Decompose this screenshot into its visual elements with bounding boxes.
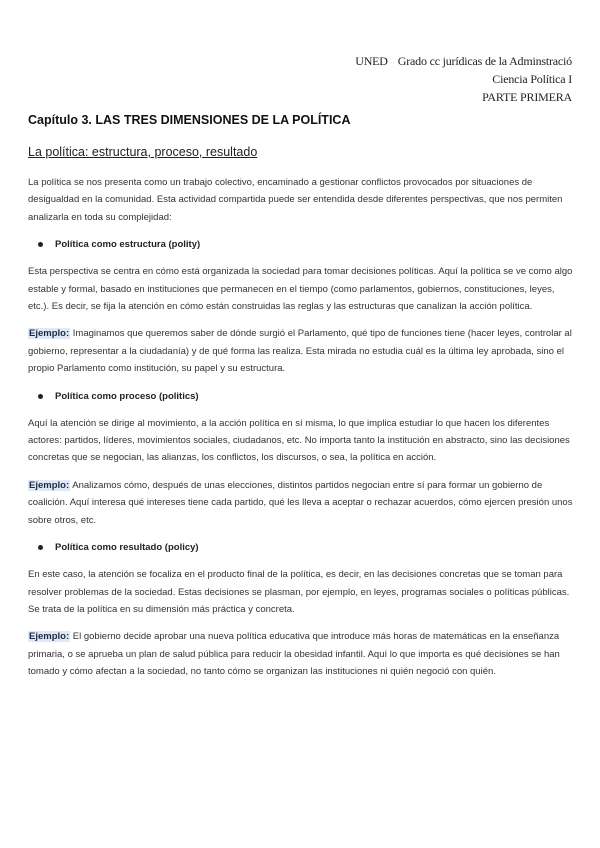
dimension-heading-text: Política como resultado (policy) <box>55 542 199 554</box>
header-line-1 <box>212 52 572 70</box>
example-label: Ejemplo: <box>29 479 70 491</box>
example-label: Ejemplo: <box>29 631 70 643</box>
header-subject: Ciencia Política I <box>492 72 572 86</box>
header-degree: Grado cc jurídicas de la Adminstració <box>397 54 572 68</box>
example-structure <box>28 325 576 377</box>
chapter-title: Capítulo 3. LAS TRES DIMENSIONES DE LA POLÍTICA <box>28 113 351 127</box>
example-text: Analizamos cómo, después de unas elecciones, distintos partidos negocian entre sí para formar un gobierno de coalición. Aquí interesa qué intereses tiene cada partido, qué les lleva a aceptar o rechazar acuerdos, cómo ejercen presión unos sobre otros, etc. <box>28 479 573 526</box>
header-part: PARTE PRIMERA <box>482 90 572 104</box>
bullet-icon <box>38 242 43 247</box>
dimension-heading-process <box>28 388 576 405</box>
intro-paragraph: La política se nos presenta como un trabajo colectivo, encaminado a gestionar conflictos provocados por situaciones de desigualdad en la comunidad. Esta actividad compartida puede ser entendida desde diferentes perspectivas, que nos permiten analizarla en toda su complejidad: <box>28 177 563 223</box>
example-result <box>28 628 576 680</box>
dimension-heading-text: Política como proceso (politics) <box>55 390 199 402</box>
example-label: Ejemplo: <box>29 328 70 340</box>
example-text: Imaginamos que queremos saber de dónde surgió el Parlamento, qué tipo de funciones tiene (hacer leyes, controlar al gobierno, representar a la ciudadanía) y de qué forma las realiza. Esta mirada no estudia cuál es la última ley aprobada, sino el propio Parlamento como institución, su papel y su estructura. <box>28 328 572 375</box>
dimension-body-result: En este caso, la atención se focaliza en el producto final de la política, es decir, en las decisiones concretas que se toman para resolver problemas de la sociedad. Estas decisiones se plasman, por ejemplo, en leyes, programas sociales o políticas públicas. Se trata de la política en su dimensión más práctica y concreta. <box>28 569 570 615</box>
document-body <box>28 110 576 691</box>
page-header <box>212 52 572 106</box>
example-process <box>28 477 576 529</box>
example-text: El gobierno decide aprobar una nueva política educativa que introduce más horas de matemáticas en la enseñanza primaria, o se aprueba un plan de salud pública para reducir la obesidad infantil. Aquí lo que importa es qué decisiones se han tomado y cómo afectan a la sociedad, no tanto cómo se organizan las instituciones ni quién negoció con quién. <box>28 631 560 678</box>
dimension-heading-structure <box>28 236 576 253</box>
dimension-heading-result <box>28 539 576 556</box>
bullet-icon <box>38 545 43 550</box>
section-title: La política: estructura, proceso, resultado <box>28 145 258 159</box>
dimension-body-structure: Esta perspectiva se centra en cómo está organizada la sociedad para tomar decisiones políticas. Aquí la política se ve como algo estable y formal, basado en instituciones que permanecen en el tiempo (como parlamentos, gobiernos, constituciones, leyes, etc.). Es decir, se fija la atención en cómo están construidas las reglas y las estructuras que canalizan la acción política. <box>28 266 573 313</box>
bullet-icon <box>38 394 43 399</box>
header-institution: UNED <box>355 54 388 68</box>
dimension-body-process: Aquí la atención se dirige al movimiento, a la acción política en sí misma, lo que implica estudiar lo que hacen los diferentes actores: partidos, líderes, movimientos sociales, ciudadanos, etc. No importa tanto la institución en abstracto, sino las decisiones concretas que se negocian, las alianzas, los conflictos, los discursos, o sea, la política en acción. <box>28 417 570 464</box>
dimension-heading-text: Política como estructura (polity) <box>55 239 201 251</box>
